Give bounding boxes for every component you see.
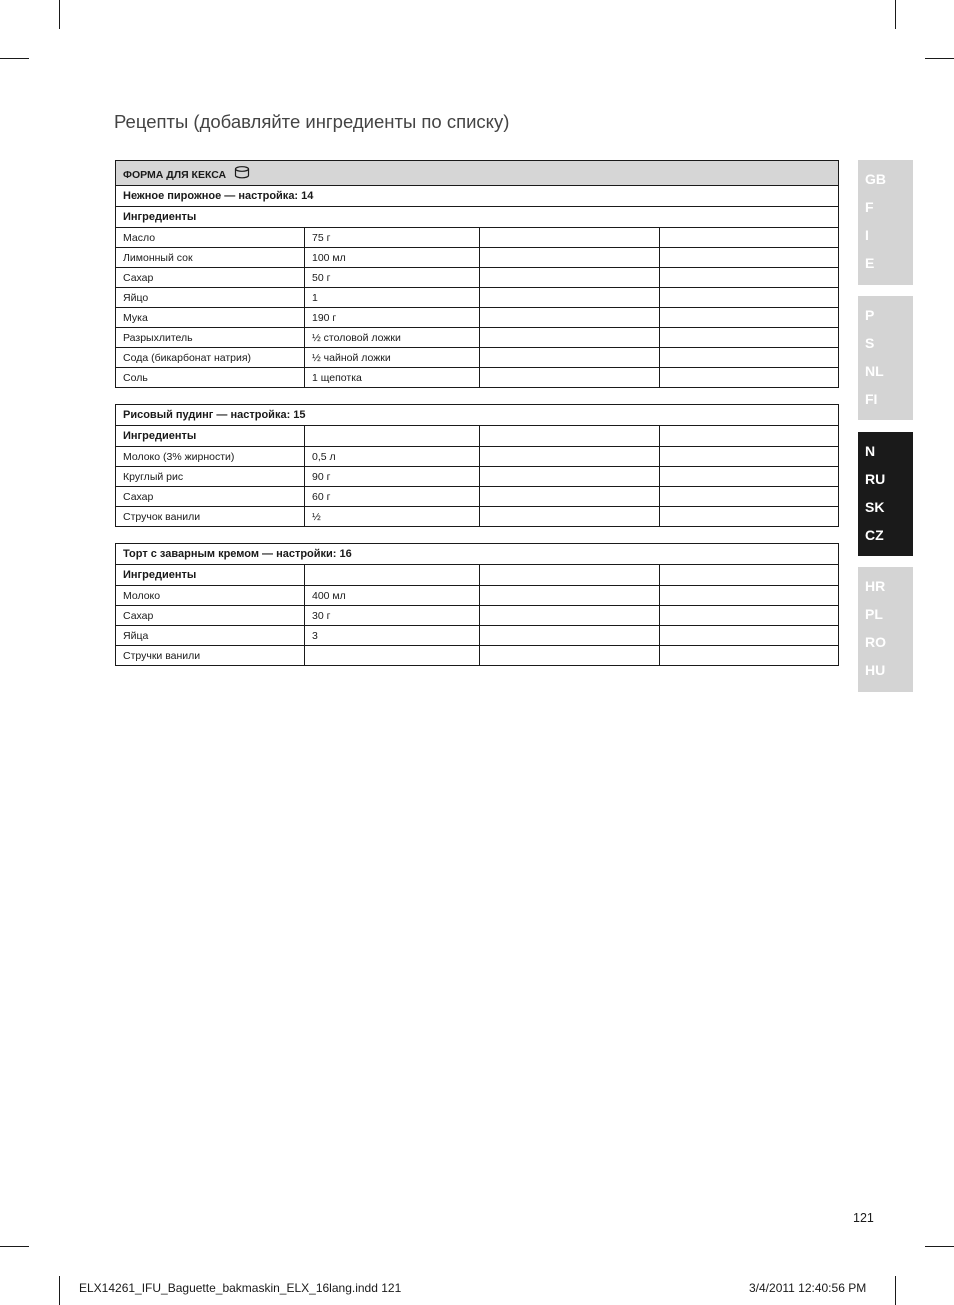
crop-mark: [895, 1276, 896, 1305]
ingredient-amount: 400 мл: [305, 586, 480, 606]
empty-cell: [480, 487, 660, 507]
language-tab-group: [858, 160, 913, 285]
ingredient-name: Сахар: [116, 606, 305, 626]
table-row: [116, 368, 839, 388]
empty-cell: [660, 348, 839, 368]
empty-cell: [660, 228, 839, 248]
empty-cell: [480, 288, 660, 308]
language-tab-cz[interactable]: CZ: [865, 527, 884, 543]
ingredient-name: Стручки ванили: [116, 646, 305, 666]
ingredients-label: Ингредиенты: [116, 426, 305, 447]
ingredient-name: Масло: [116, 228, 305, 248]
page-number: 121: [853, 1211, 874, 1225]
cake-tin-icon: [234, 166, 250, 179]
empty-cell: [480, 426, 660, 447]
ingredient-amount: [305, 646, 480, 666]
empty-cell: [660, 447, 839, 467]
crop-mark: [895, 0, 896, 29]
table-row: [116, 348, 839, 368]
language-tab-pl[interactable]: PL: [865, 606, 883, 622]
empty-cell: [480, 228, 660, 248]
language-tab-group: [858, 296, 913, 420]
empty-cell: [660, 586, 839, 606]
empty-cell: [480, 565, 660, 586]
language-tab-hr[interactable]: HR: [865, 578, 886, 594]
empty-cell: [480, 268, 660, 288]
ingredient-amount: 0,5 л: [305, 447, 480, 467]
ingredient-amount: 30 г: [305, 606, 480, 626]
empty-cell: [305, 565, 480, 586]
empty-cell: [660, 565, 839, 586]
empty-cell: [660, 487, 839, 507]
empty-cell: [660, 467, 839, 487]
ingredient-amount: 75 г: [305, 228, 480, 248]
form-label: ФОРМА ДЛЯ КЕКСА: [123, 168, 227, 181]
page-title: Рецепты (добавляйте ингредиенты по списку): [114, 111, 510, 132]
table-row: [116, 626, 839, 646]
empty-cell: [660, 248, 839, 268]
table-row: [116, 308, 839, 328]
ingredient-name: Стручок ванили: [116, 507, 305, 527]
ingredient-name: Сахар: [116, 268, 305, 288]
table-row: [116, 646, 839, 666]
empty-cell: [480, 626, 660, 646]
footer-timestamp: 3/4/2011 12:40:56 PM: [749, 1281, 867, 1295]
empty-cell: [660, 368, 839, 388]
language-tab-group: [858, 567, 913, 692]
table-row: [116, 228, 839, 248]
empty-cell: [480, 646, 660, 666]
language-tab-s[interactable]: S: [865, 335, 875, 351]
language-tab-nl[interactable]: NL: [865, 363, 884, 379]
ingredient-name: Молоко (3% жирности): [116, 447, 305, 467]
crop-mark: [0, 1246, 29, 1247]
language-tab-f[interactable]: F: [865, 199, 874, 215]
ingredient-name: Мука: [116, 308, 305, 328]
form-label-cell: [116, 161, 839, 186]
ingredient-amount: 100 мл: [305, 248, 480, 268]
empty-cell: [480, 447, 660, 467]
ingredient-name: Яйца: [116, 626, 305, 646]
language-tab-i[interactable]: I: [865, 227, 869, 243]
crop-mark: [925, 1246, 954, 1247]
crop-mark: [0, 58, 29, 59]
language-tab-group-active: [858, 432, 913, 556]
ingredient-name: Разрыхлитель: [116, 328, 305, 348]
empty-cell: [660, 268, 839, 288]
ingredient-amount: 190 г: [305, 308, 480, 328]
recipe-title-row: [116, 544, 839, 565]
empty-cell: [480, 348, 660, 368]
language-tab-ru[interactable]: RU: [865, 471, 886, 487]
empty-cell: [480, 467, 660, 487]
ingredient-name: Яйцо: [116, 288, 305, 308]
recipe-table-rice-pudding: [115, 404, 839, 527]
empty-cell: [305, 426, 480, 447]
recipe-title-row: [116, 405, 839, 426]
ingredients-label: Ингредиенты: [116, 565, 305, 586]
empty-cell: [660, 646, 839, 666]
empty-cell: [480, 368, 660, 388]
empty-cell: [480, 328, 660, 348]
ingredient-amount: 3: [305, 626, 480, 646]
empty-cell: [660, 288, 839, 308]
language-tab-ro[interactable]: RO: [865, 634, 886, 650]
table-row: [116, 248, 839, 268]
recipe-title: Торт с заварным кремом — настройки: 16: [116, 544, 839, 565]
language-tab-sk[interactable]: SK: [865, 499, 885, 515]
ingredient-name: Круглый рис: [116, 467, 305, 487]
ingredient-name: Молоко: [116, 586, 305, 606]
empty-cell: [660, 426, 839, 447]
empty-cell: [660, 626, 839, 646]
ingredient-name: Сода (бикарбонат натрия): [116, 348, 305, 368]
empty-cell: [480, 586, 660, 606]
empty-cell: [660, 328, 839, 348]
ingredient-amount: 60 г: [305, 487, 480, 507]
empty-cell: [660, 308, 839, 328]
empty-cell: [480, 248, 660, 268]
ingredients-header-row: [116, 565, 839, 586]
language-tab-n[interactable]: N: [865, 443, 876, 459]
table-row: [116, 586, 839, 606]
language-tab-fi[interactable]: FI: [865, 391, 878, 407]
table-row: [116, 507, 839, 527]
table-row: [116, 487, 839, 507]
ingredient-name: Соль: [116, 368, 305, 388]
recipe-table-cake: [115, 160, 839, 388]
crop-mark: [59, 0, 60, 29]
table-row: [116, 328, 839, 348]
table-row: [116, 447, 839, 467]
ingredient-amount: ½ чайной ложки: [305, 348, 480, 368]
recipe-table-custard-cake: [115, 543, 839, 666]
table-row: [116, 288, 839, 308]
ingredient-name: Лимонный сок: [116, 248, 305, 268]
language-tab-gb[interactable]: GB: [865, 171, 886, 187]
table-header-row: [116, 161, 839, 186]
ingredient-name: Сахар: [116, 487, 305, 507]
recipe-title: Нежное пирожное — настройка: 14: [116, 186, 839, 207]
footer-file-info: ELX14261_IFU_Baguette_bakmaskin_ELX_16lang.indd 121: [79, 1281, 402, 1295]
recipe-title-row: [116, 186, 839, 207]
ingredient-amount: 50 г: [305, 268, 480, 288]
table-row: [116, 606, 839, 626]
ingredient-amount: ½: [305, 507, 480, 527]
empty-cell: [480, 507, 660, 527]
empty-cell: [660, 606, 839, 626]
table-row: [116, 268, 839, 288]
ingredients-label: Ингредиенты: [116, 207, 839, 228]
empty-cell: [480, 308, 660, 328]
table-row: [116, 467, 839, 487]
ingredient-amount: 90 г: [305, 467, 480, 487]
ingredient-amount: ½ столовой ложки: [305, 328, 480, 348]
recipe-title: Рисовый пудинг — настройка: 15: [116, 405, 839, 426]
ingredient-amount: 1 щепотка: [305, 368, 480, 388]
language-tab-p[interactable]: P: [865, 307, 875, 323]
empty-cell: [480, 606, 660, 626]
crop-mark: [925, 58, 954, 59]
empty-cell: [660, 507, 839, 527]
ingredients-header-row: [116, 207, 839, 228]
ingredient-amount: 1: [305, 288, 480, 308]
language-tab-hu[interactable]: HU: [865, 662, 886, 678]
crop-mark: [59, 1276, 60, 1305]
ingredients-header-row: [116, 426, 839, 447]
language-tab-e[interactable]: E: [865, 255, 875, 271]
